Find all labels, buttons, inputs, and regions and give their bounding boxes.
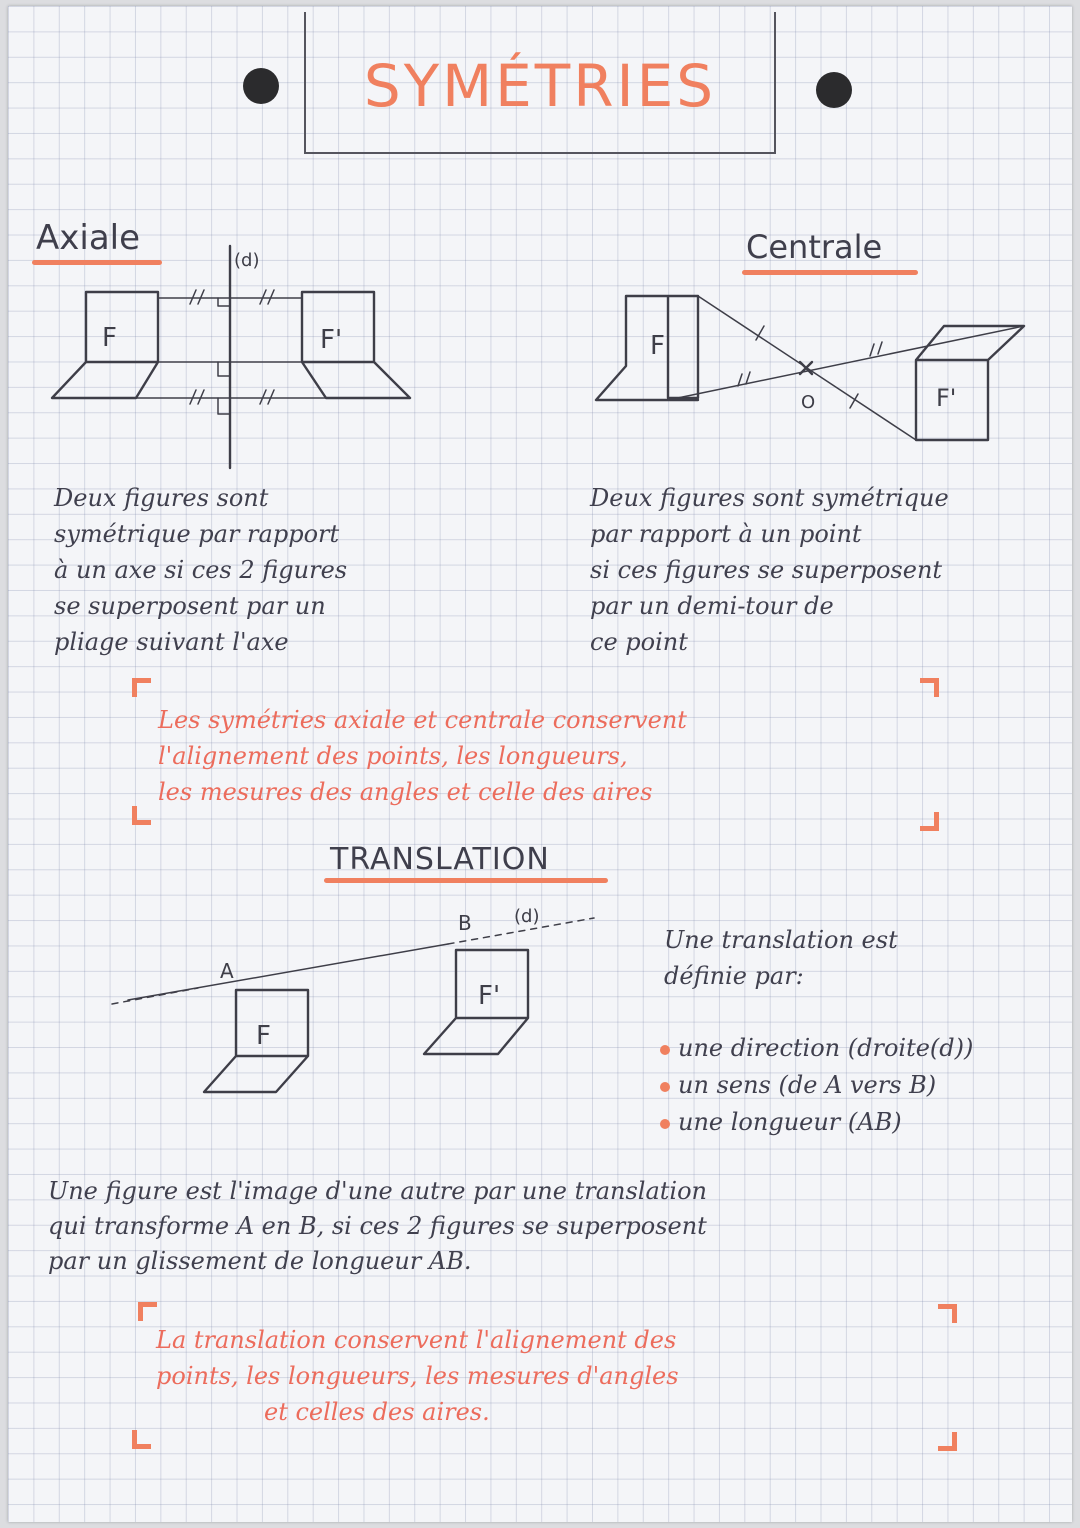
- bullet-dot: [660, 1082, 670, 1092]
- equal-marks: [190, 290, 274, 404]
- bullet-dot: [660, 1045, 670, 1055]
- bullet-item: [660, 1030, 973, 1067]
- bullet-text: un sens (de A vers B): [678, 1071, 937, 1099]
- figure-f-prime-label: F': [478, 981, 501, 1011]
- bullet-dot: [660, 1119, 670, 1129]
- bracket-top-right: [920, 678, 939, 697]
- figure-f-label: F: [650, 331, 665, 361]
- point-b-label: B: [458, 911, 472, 935]
- translation-property-line: La translation conservent l'alignement des: [156, 1326, 677, 1354]
- translation-property-line: points, les longueurs, les mesures d'angles: [156, 1362, 679, 1390]
- centrale-underline: [742, 270, 918, 275]
- translation-definition-line: qui transforme A en B, si ces 2 figures se superposent: [48, 1212, 707, 1240]
- translation-bullets: [660, 1030, 973, 1141]
- translation-heading: TRANSLATION: [330, 842, 550, 877]
- line-d-label: (d): [514, 906, 540, 927]
- centrale-definition: [590, 480, 949, 660]
- translation-definition-line: Une figure est l'image d'une autre par une translation: [48, 1177, 708, 1205]
- bracket-bottom-right: [938, 1432, 957, 1451]
- centrale-definition-line: ce point: [590, 628, 688, 656]
- axiale-definition-line: se superposent par un: [54, 592, 326, 620]
- bullet-text: une longueur (AB): [678, 1108, 902, 1136]
- translation-property-line: et celles des aires.: [264, 1398, 490, 1426]
- punch-hole-left: [243, 68, 279, 104]
- point-a-label: A: [220, 959, 234, 983]
- symmetry-property-line: les mesures des angles et celle des aires: [158, 778, 653, 806]
- symmetry-property: [158, 702, 687, 810]
- centrale-heading: Centrale: [746, 228, 883, 266]
- bracket-bottom-left: [132, 806, 151, 825]
- bracket-bottom-right: [920, 812, 939, 831]
- bracket-top-left: [138, 1302, 157, 1321]
- axiale-definition-line: Deux figures sont: [54, 484, 269, 512]
- axiale-definition-line: à un axe si ces 2 figures: [54, 556, 348, 584]
- bullet-item: [660, 1104, 973, 1141]
- right-angle-mark-1: [218, 298, 230, 306]
- figure-f-label: F: [102, 323, 117, 353]
- figure-f: [596, 296, 698, 400]
- centrale-definition-line: Deux figures sont symétrique: [590, 484, 949, 512]
- axiale-heading: Axiale: [36, 218, 141, 258]
- center-cross: [800, 362, 812, 374]
- symmetry-property-line: Les symétries axiale et centrale conservent: [158, 706, 687, 734]
- right-angle-mark-2: [218, 398, 230, 414]
- translation-underline: [324, 878, 608, 883]
- centrale-definition-line: par un demi-tour de: [590, 592, 834, 620]
- central-symmetry-diagram: [588, 288, 1048, 458]
- title-box: [304, 12, 776, 154]
- translation-intro-line: Une translation est: [664, 926, 898, 954]
- translation-intro-line: définie par:: [664, 962, 804, 990]
- axiale-definition-line: symétrique par rapport: [54, 520, 340, 548]
- figure-f-prime: [916, 326, 1024, 440]
- symmetry-property-line: l'alignement des points, les longueurs,: [158, 742, 628, 770]
- notebook-page: [8, 6, 1072, 1522]
- page-title: SYMÉTRIES: [363, 52, 717, 120]
- translation-intro: [664, 922, 898, 994]
- centrale-definition-line: si ces figures se superposent: [590, 556, 943, 584]
- figure-f-prime-label: F': [936, 384, 957, 412]
- bullet-item: [660, 1067, 973, 1104]
- bracket-top-right: [938, 1304, 957, 1323]
- figure-f-prime: [302, 292, 410, 398]
- translation-diagram: [118, 896, 608, 1106]
- axial-symmetry-diagram: [38, 240, 438, 480]
- axis-label: (d): [234, 250, 260, 271]
- translation-definition: [48, 1174, 707, 1279]
- figure-f-prime: [424, 950, 528, 1054]
- right-angle-mark-3: [218, 362, 230, 376]
- translation-property: [156, 1322, 679, 1430]
- bracket-top-left: [132, 678, 151, 697]
- figure-f-label: F: [256, 1021, 271, 1051]
- centrale-definition-line: par rapport à un point: [590, 520, 862, 548]
- center-label: O: [801, 392, 816, 413]
- translation-definition-line: par un glissement de longueur AB.: [48, 1247, 472, 1275]
- figure-f-prime-label: F': [320, 325, 343, 355]
- axiale-definition: [54, 480, 347, 660]
- axiale-definition-line: pliage suivant l'axe: [54, 628, 289, 656]
- construction-line-2: [668, 326, 1024, 400]
- bullet-text: une direction (droite(d)): [678, 1034, 974, 1062]
- bracket-bottom-left: [132, 1430, 151, 1449]
- punch-hole-right: [816, 72, 852, 108]
